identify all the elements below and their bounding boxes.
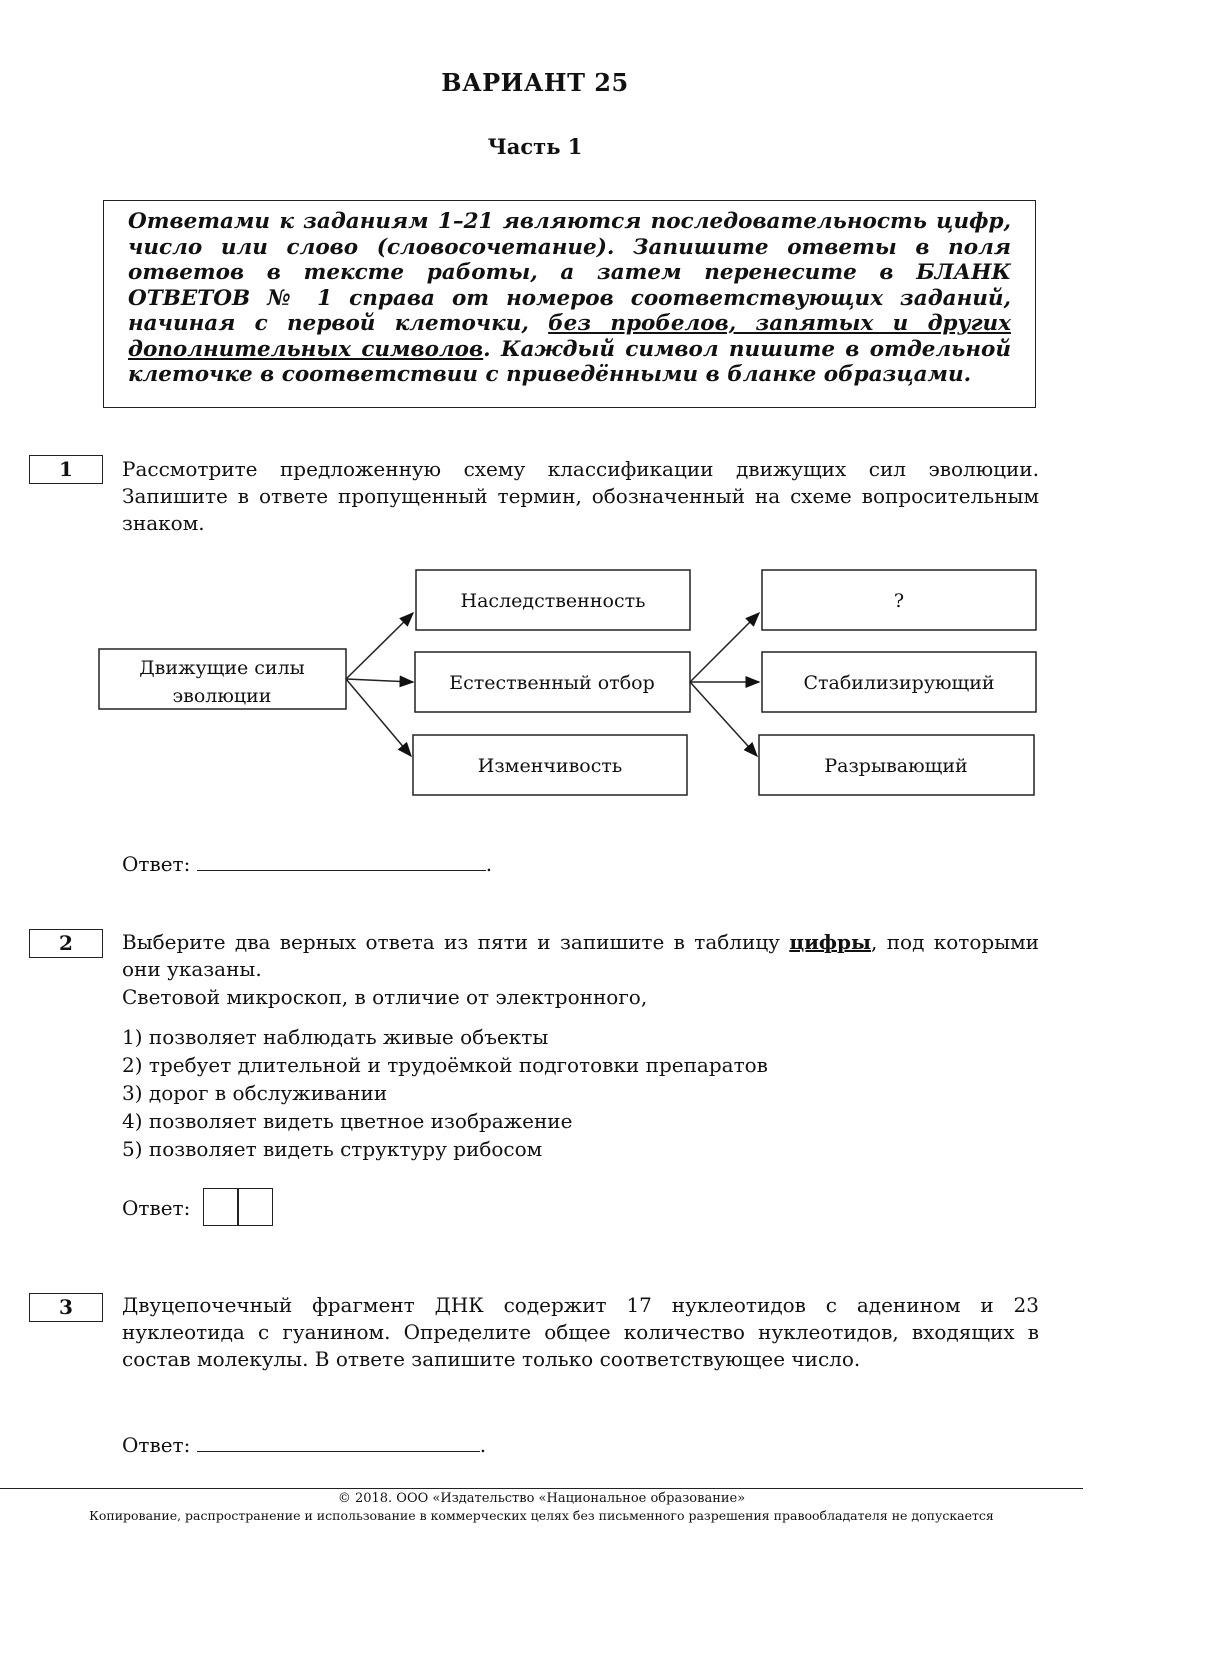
- task1-answer-field[interactable]: [197, 852, 486, 871]
- task-number-1: 1: [29, 455, 103, 484]
- diagram-right-3: Разрывающий: [824, 755, 968, 777]
- task2-answer-cells: [203, 1188, 272, 1231]
- classification-diagram: [0, 560, 1060, 810]
- instruction-box: [103, 200, 1036, 408]
- arrow-to-selection: [346, 679, 413, 682]
- part-title: Часть 1: [487, 134, 583, 159]
- task2-answer: [122, 1188, 272, 1231]
- footer-divider: [0, 1488, 1083, 1489]
- option-2: 2) требует длительной и трудоёмкой подготовки препаратов: [122, 1053, 768, 1077]
- task2-emphasis: цифры: [789, 930, 871, 954]
- diagram-right-2: Стабилизирующий: [803, 672, 995, 694]
- footer-notice: Копирование, распространение и использование в коммерческих целях без письменного разрешения правообладателя не допускается: [89, 1508, 994, 1523]
- instruction-text-end: . Каждый символ пишите в отдельной клеточке в соответствии с приведёнными в бланке образцами.: [128, 336, 1012, 387]
- option-5: 5) позволяет видеть структуру рибосом: [122, 1137, 543, 1161]
- task-number-3: 3: [29, 1293, 103, 1322]
- task1-answer-label: Ответ:: [122, 852, 191, 876]
- diagram-root-line2: эволюции: [172, 685, 272, 707]
- answer-cell-1[interactable]: [203, 1188, 239, 1226]
- task3-answer-period: .: [479, 1433, 487, 1457]
- task-number-2: 2: [29, 929, 103, 958]
- task3-answer-field[interactable]: [197, 1433, 480, 1452]
- arrow-to-variability: [346, 679, 411, 756]
- answer-cell-2[interactable]: [237, 1188, 273, 1226]
- task2-options: [122, 1023, 768, 1163]
- task1-answer-period: .: [485, 852, 493, 876]
- option-1: 1) позволяет наблюдать живые объекты: [122, 1025, 549, 1049]
- instruction-underlined: без пробелов, запятых и других дополнительных символов: [128, 311, 1011, 362]
- arrow-to-heredity: [346, 613, 413, 679]
- task2-stem: Световой микроскоп, в отличие от электронного,: [122, 985, 648, 1009]
- footer-copyright: © 2018. ООО «Издательство «Национальное образование»: [337, 1491, 746, 1506]
- instruction-text: Ответами к заданиям 1–21 являются последовательность цифр, число или слово (словосочетание). Запишите ответы в поля ответов в тексте работы, а затем перенесите в БЛАНК ОТВЕТОВ № 1 справа от номеров соответствующих заданий, начиная с первой клеточки,: [128, 209, 1011, 336]
- task3-answer: [122, 1433, 486, 1457]
- arrow-to-disruptive: [690, 682, 757, 756]
- diagram-middle-3: Изменчивость: [477, 755, 623, 777]
- option-4: 4) позволяет видеть цветное изображение: [122, 1109, 573, 1133]
- task3-text: Двуцепочечный фрагмент ДНК содержит 17 нуклеотидов с аденином и 23 нуклеотида с гуанином. Определите общее количество нуклеотидов, входящих в состав молекулы. В ответе запишите только соответствующее число.: [122, 1293, 1039, 1371]
- arrow-to-unknown: [690, 613, 759, 682]
- diagram-right-1: ?: [893, 590, 905, 612]
- task2-text: Выберите два верных ответа из пяти и запишите в таблицу цифры, под которыми они указаны.: [122, 930, 1039, 981]
- diagram-middle-1: Наследственность: [460, 590, 646, 612]
- task3-answer-label: Ответ:: [122, 1433, 191, 1457]
- diagram-root-line1: Движущие силы: [139, 657, 305, 679]
- task1-answer: [122, 852, 492, 876]
- diagram-middle-2: Естественный отбор: [449, 672, 655, 694]
- task1-text: Рассмотрите предложенную схему классификации движущих сил эволюции. Запишите в ответе пропущенный термин, обозначенный на схеме вопросительным знаком.: [122, 457, 1039, 535]
- variant-title: ВАРИАНТ 25: [441, 68, 629, 97]
- task2-answer-label: Ответ:: [122, 1196, 191, 1220]
- option-3: 3) дорог в обслуживании: [122, 1081, 388, 1105]
